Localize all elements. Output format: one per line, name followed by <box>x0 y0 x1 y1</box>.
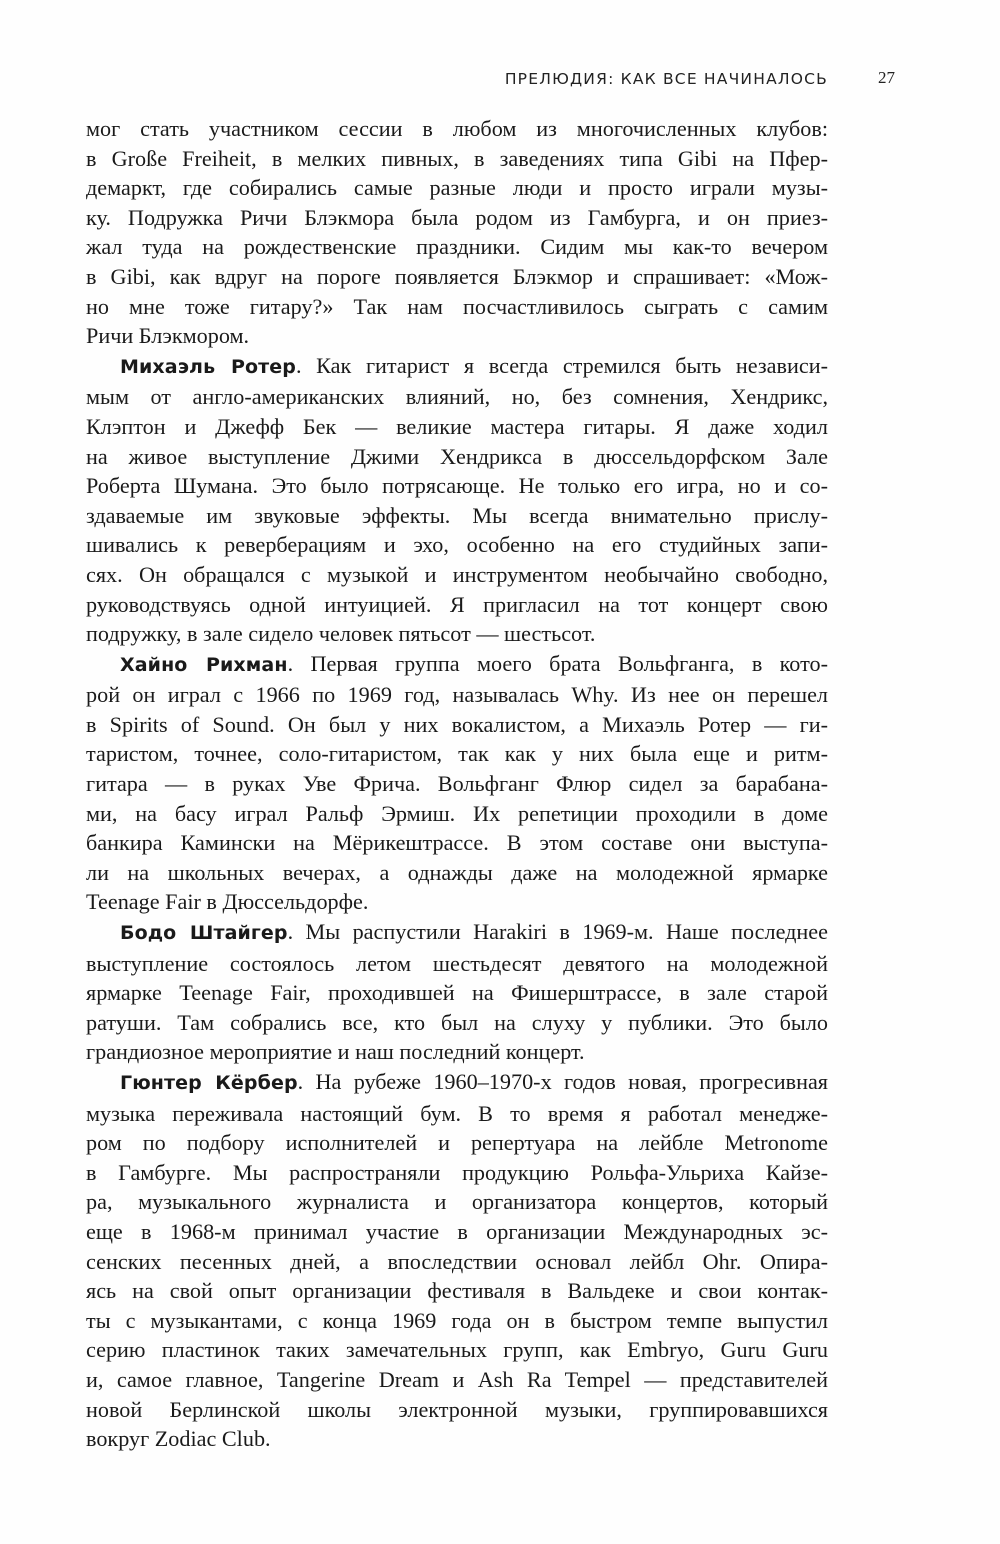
text-line <box>86 1365 828 1395</box>
line-text: но мне тоже гитару?» Так нам посчастливилось сыграть с самим <box>86 293 828 319</box>
line-text: ли на школьных вечерах, а однажды даже на молодежной ярмарке <box>86 859 828 885</box>
line-text: руководствуясь одной интуицией. Я пригласил на тот концерт свою <box>86 591 828 617</box>
line-text: Клэптон и Джефф Бек — великие мастера гитары. Я даже ходил <box>86 413 828 439</box>
line-text: Ричи Блэкмором. <box>86 323 250 349</box>
line-text: . Первая группа моего брата Вольфганга, в кото- <box>287 650 828 676</box>
line-text: Teenage Fair в Дюссельдорфе. <box>86 889 369 915</box>
line-text: еще в 1968-м принимал участие в организации Международных эс- <box>86 1218 828 1244</box>
speaker-name: Хайно Рихман <box>120 653 288 676</box>
text-line <box>86 442 828 472</box>
line-text: сенских песенных дней, а впоследствии основал лейбл Ohr. Опира- <box>86 1248 828 1274</box>
text-line <box>86 530 828 560</box>
line-text: ром по подбору исполнителей и репертуара на лейбле Metronome <box>86 1130 828 1156</box>
text-line <box>86 1187 828 1217</box>
text-line <box>86 917 828 949</box>
line-text: мог стать участником сессии в любом из многочисленных клубов: <box>86 116 828 141</box>
line-text: банкира Камински на Мёрикештрассе. В этом составе они выступа- <box>86 830 828 856</box>
text-line <box>86 1067 828 1099</box>
line-text: музыка переживала настоящий бум. В то время я работал менедже- <box>86 1100 828 1126</box>
running-header: ПРЕЛЮДИЯ: КАК ВСЕ НАЧИНАЛОСЬ <box>504 70 828 88</box>
text-line <box>86 858 828 888</box>
line-text: Роберта Шумана. Это было потрясающе. Не только его игра, но и со- <box>86 473 828 499</box>
line-text: ярмарке Teenage Fair, проходившей на Фишерштрассе, в зале старой <box>86 980 828 1006</box>
text-line <box>86 1276 828 1306</box>
text-line <box>86 1424 828 1454</box>
text-line <box>86 501 828 531</box>
line-text: таристом, точнее, соло-гитаристом, так как у них была еще и ритм- <box>86 741 828 767</box>
text-line <box>86 1099 828 1129</box>
line-text: демаркт, где собирались самые разные люди и просто играли музы- <box>86 175 828 201</box>
line-text: рой он играл с 1966 по 1969 год, называлась Why. Из нее он перешел <box>86 682 828 708</box>
line-text: ратуши. Там собрались все, кто был на слуху у публики. Это было <box>86 1009 828 1035</box>
text-line <box>86 292 828 322</box>
text-line <box>86 619 828 649</box>
text-line <box>86 1158 828 1188</box>
text-line <box>86 321 828 351</box>
line-text: новой Берлинской школы электронной музыки, группировавшихся <box>86 1396 828 1422</box>
line-text: ра, музыкального журналиста и организатора концертов, который <box>86 1189 828 1215</box>
line-text: подружку, в зале сидело человек пятьсот — шестьсот. <box>86 621 596 647</box>
line-text: на живое выступление Джими Хендрикса в дюссельдорфском Зале <box>86 443 828 469</box>
page-number: 27 <box>878 68 895 87</box>
text-line <box>86 1128 828 1158</box>
text-line <box>86 949 828 979</box>
text-line <box>86 351 828 383</box>
speaker-paragraph <box>86 917 828 1067</box>
text-line <box>86 739 828 769</box>
speaker-name: Бодо Штайгер <box>120 922 288 945</box>
text-line <box>86 560 828 590</box>
line-text: мым от англо-американских влияний, но, без сомнения, Хендрикс, <box>86 384 828 410</box>
line-text: жал туда на рождественские праздники. Сидим мы как-то вечером <box>86 234 828 260</box>
line-text: ку. Подружка Ричи Блэкмора была родом из Гамбурга, и он приез- <box>86 204 828 230</box>
line-text: . На рубеже 1960–1970-х годов новая, прогресивная <box>297 1069 828 1094</box>
text-line <box>86 173 828 203</box>
text-line <box>86 978 828 1008</box>
body-text <box>86 114 828 1454</box>
line-text: серию пластинок таких замечательных групп, как Embryo, Guru Guru <box>86 1337 828 1363</box>
line-text: выступление состоялось летом шестьдесят девятого на молодежной <box>86 950 828 976</box>
line-text: и, самое главное, Tangerine Dream и Ash Ra Tempel — представителей <box>86 1366 828 1392</box>
text-line <box>86 144 828 174</box>
text-line <box>86 1306 828 1336</box>
text-line <box>86 382 828 412</box>
text-line <box>86 1395 828 1425</box>
text-line <box>86 710 828 740</box>
text-line <box>86 590 828 620</box>
line-text: гитара — в руках Уве Фрича. Вольфганг Флюр сидел за барабана- <box>86 771 828 797</box>
continued-paragraph <box>86 114 828 351</box>
line-text: . Мы распустили Harakiri в 1969-м. Наше последнее <box>287 919 828 945</box>
text-line <box>86 649 828 681</box>
text-line <box>86 799 828 829</box>
text-line <box>86 828 828 858</box>
line-text: в Große Freiheit, в мелких пивных, в заведениях типа Gibi на Пфер- <box>86 145 828 171</box>
line-text: ты с музыкантами, с конца 1969 года он в быстром темпе выпустил <box>86 1307 828 1333</box>
speaker-paragraph <box>86 649 828 917</box>
line-text: вокруг Zodiac Club. <box>86 1426 271 1452</box>
line-text: грандиозное мероприятие и наш последний концерт. <box>86 1039 585 1065</box>
line-text: в Гамбурге. Мы распространяли продукцию Рольфа-Ульриха Кайзе- <box>86 1159 828 1185</box>
text-line <box>86 1247 828 1277</box>
text-line <box>86 1217 828 1247</box>
speaker-paragraph <box>86 1067 828 1454</box>
line-text: здаваемые им звуковые эффекты. Мы всегда внимательно прислу- <box>86 502 828 528</box>
text-line <box>86 471 828 501</box>
speaker-name: Михаэль Ротер <box>120 355 296 378</box>
text-line <box>86 232 828 262</box>
text-line <box>86 1008 828 1038</box>
text-line <box>86 262 828 292</box>
text-line <box>86 769 828 799</box>
text-line <box>86 114 828 144</box>
line-text: сях. Он обращался с музыкой и инструментом необычайно свободно, <box>86 561 828 587</box>
text-line <box>86 412 828 442</box>
text-line <box>86 887 828 917</box>
speaker-paragraph <box>86 351 828 649</box>
text-line <box>86 680 828 710</box>
line-text: в Spirits of Sound. Он был у них вокалистом, а Михаэль Ротер — ги- <box>86 711 828 737</box>
line-text: ясь на свой опыт организации фестиваля в Вальдеке и свои контак- <box>86 1278 828 1304</box>
text-line <box>86 1037 828 1067</box>
line-text: . Как гитарист я всегда стремился быть независи- <box>295 352 828 378</box>
text-line <box>86 1335 828 1365</box>
line-text: шивались к реверберациям и эхо, особенно на его студийных запи- <box>86 532 828 558</box>
speaker-name: Гюнтер Кёрбер <box>120 1072 298 1094</box>
text-line <box>86 203 828 233</box>
line-text: в Gibi, как вдруг на пороге появляется Блэкмор и спрашивает: «Мож- <box>86 263 828 289</box>
line-text: ми, на басу играл Ральф Эрмиш. Их репетиции проходили в доме <box>86 800 828 826</box>
